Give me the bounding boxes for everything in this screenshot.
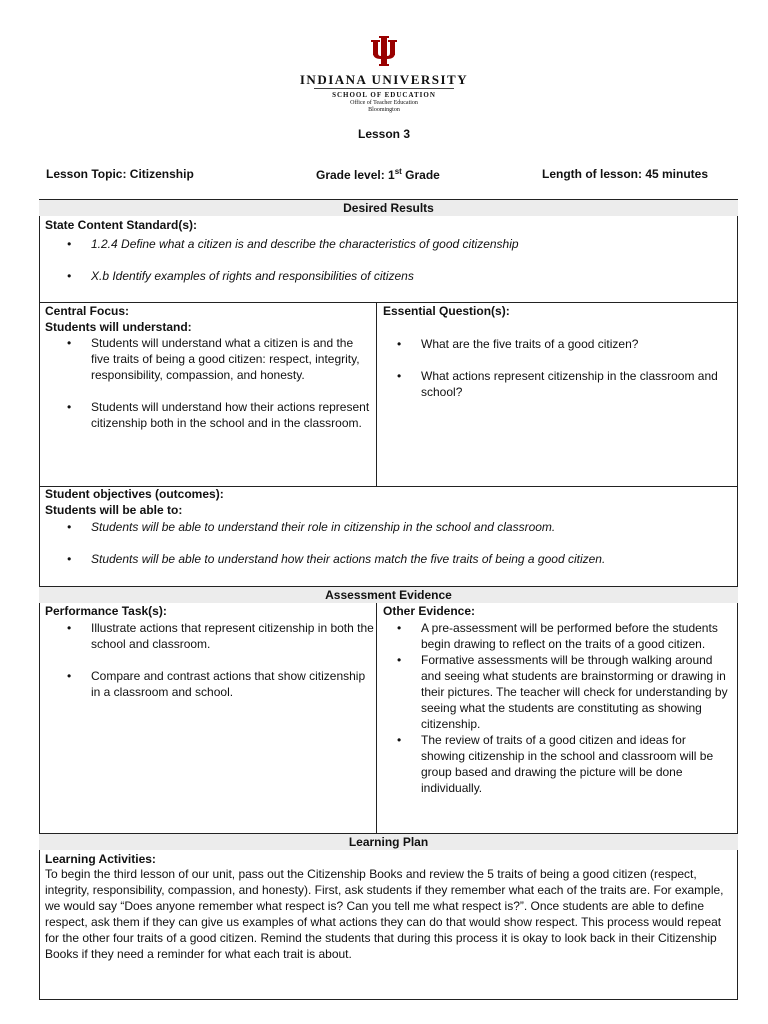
list-item: • 1.2.4 Define what a citizen is and describe the characteristics of good citizenship [45,236,725,252]
desired-results-heading: Desired Results [39,200,738,216]
list-item: • A pre-assessment will be performed before the students begin drawing to reflect on the traits of a good citizen. [375,620,733,652]
office-name [0,100,768,114]
list-item: • Illustrate actions that represent citizenship in both the school and classroom. [45,620,375,652]
grade-prefix: Grade level: 1 [316,168,395,182]
list-item: • Compare and contrast actions that show citizenship in a classroom and school. [45,668,375,700]
university-name: INDIANA UNIVERSITY [299,72,469,87]
grade-level [316,167,440,182]
central-focus-label: Central Focus: [45,304,130,318]
list-item: • What are the five traits of a good citizen? [375,336,735,352]
list-item: • Students will understand what a citizen is and the five traits of being a good citizen: respect, integrity, responsibility, compassion, and honesty. [45,335,375,383]
office-line: Office of Teacher Education [350,100,418,106]
list-item: • X.b Identify examples of rights and responsibilities of citizens [45,268,725,284]
iu-logo [0,36,768,71]
essential-questions-label: Essential Question(s): [383,304,510,318]
list-item: • The review of traits of a good citizen and ideas for showing citizenship in the school and classroom will be group based and drawing the picture will be done individually. [375,732,733,796]
understand-label: Students will understand: [45,320,192,334]
learning-plan-heading: Learning Plan [39,834,738,850]
essential-questions-list [375,336,735,400]
objectives-list [45,519,735,567]
row-border [39,999,738,1000]
list-item: • Students will be able to understand their role in citizenship in the school and classroom. [45,519,735,535]
school-name: SCHOOL OF EDUCATION [332,91,436,99]
list-item: • Formative assessments will be through walking around and seeing what students are brainstorming or drawing in their pictures. The teacher will check for understanding by seeing what the students are constituting as showing citizenship. [375,652,733,732]
header-divider [314,88,454,89]
row-border [39,302,738,303]
other-evidence-label: Other Evidence: [383,604,476,618]
central-focus-list [45,335,375,431]
learning-activities-text: To begin the third lesson of our unit, pass out the Citizenship Books and review the 5 traits of being a good citizen (respect, integrity, responsibility, compassion, and honesty). First, ask students if they remember what each of the traits are. For example, we would say “Does anyone remember what respect is? Can you tell me what respect is?”. Once students are able to define respect, ask them if they can give us examples of what actions they can do that would show respect. This process would repeat for the other four traits of a good citizen. Remind the students that during this process it is okay to look back in their Citizenship Books if they need a reminder for what each trait is about. [45,867,724,961]
lesson-title: Lesson 3 [357,127,411,141]
standards-list [45,236,725,284]
list-item: • Students will understand how their actions represent citizenship both in the school and in the classroom. [45,399,375,431]
list-item: • What actions represent citizenship in the classroom and school? [375,368,735,400]
lesson-topic: Lesson Topic: Citizenship [46,167,194,181]
grade-superscript: st [394,167,402,176]
other-evidence-list [375,620,733,796]
able-label: Students will be able to: [45,503,183,517]
grade-suffix: Grade [401,168,440,182]
assessment-heading: Assessment Evidence [39,587,738,603]
performance-list [45,620,375,700]
iu-trident-icon [370,36,398,66]
standards-label: State Content Standard(s): [45,218,198,232]
list-item: • Students will be able to understand how their actions match the five traits of being a good citizen. [45,551,735,567]
learning-activities-label: Learning Activities: [45,852,156,866]
lesson-table [39,199,738,999]
lesson-length: Length of lesson: 45 minutes [542,167,709,181]
objectives-label: Student objectives (outcomes): [45,487,224,501]
campus-line: Bloomington [368,107,400,113]
performance-label: Performance Task(s): [45,604,167,618]
